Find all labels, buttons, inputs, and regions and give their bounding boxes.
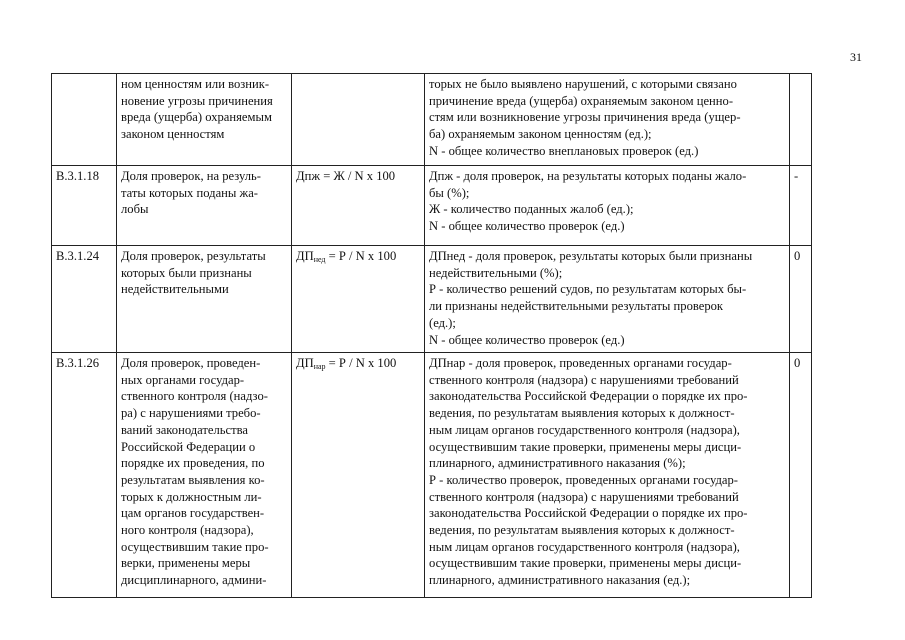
formula-rhs: = Ж / N x 100 [320, 169, 396, 183]
indicator-value: 0 [790, 246, 812, 353]
table-row [52, 74, 812, 166]
indicator-name [117, 166, 292, 246]
description-line: Р - количество проверок, проведенных органами государ- [429, 472, 738, 487]
description-line: законодательства Российской Федерации о порядке их про- [429, 506, 748, 521]
description-line: ственного контроля (надзора) с нарушениями требований [429, 489, 739, 504]
indicator-formula [292, 353, 425, 598]
page-number: 31 [850, 50, 862, 64]
description-line: ДПнед - доля проверок, результаты которых были признаны [429, 249, 753, 263]
formula-subscript: нар [313, 362, 326, 371]
description-line: ли признаны недействительными результаты проверок [429, 299, 724, 314]
indicator-name [117, 246, 292, 353]
indicator-code: В.3.1.18 [52, 166, 117, 246]
description-line: плинарного, административного наказания (%); [429, 456, 686, 471]
indicator-name [117, 74, 292, 166]
indicator-formula [292, 74, 425, 166]
indicator-code: В.3.1.24 [52, 246, 117, 353]
indicator-value: 0 [790, 353, 812, 598]
description-line: Р - количество решений судов, по результатам которых бы- [429, 282, 747, 297]
description-line: N - общее количество проверок (ед.) [429, 219, 625, 234]
formula-lhs: ДП [296, 249, 314, 263]
formula-rhs: = Р / N x 100 [325, 356, 397, 370]
description-line: Дпж - доля проверок, на результаты которых поданы жало- [429, 169, 747, 183]
indicator-description [425, 74, 790, 166]
description-line: законодательства Российской Федерации о порядке их про- [429, 389, 748, 404]
description-line: осуществившим такие проверки, применены меры дисци- [429, 439, 742, 454]
description-line: стям или возникновение угрозы причинения вреда (ущер- [429, 110, 741, 125]
description-line: бы (%); [429, 185, 470, 200]
indicator-code [52, 74, 117, 166]
description-line: ственного контроля (надзора) с нарушениями требований [429, 372, 739, 387]
formula-subscript: нед [313, 255, 326, 264]
table-row [52, 353, 812, 598]
description-line: плинарного, административного наказания (ед.); [429, 573, 691, 588]
description-line: N - общее количество внеплановых проверок (ед.) [429, 143, 699, 158]
formula-lhs: ДП [296, 356, 314, 370]
description-line: N - общее количество проверок (ед.) [429, 332, 625, 347]
indicator-code: В.3.1.26 [52, 353, 117, 598]
indicator-table [51, 73, 812, 598]
description-line: ным лицам органов государственного контроля (надзора), [429, 539, 740, 554]
table-row [52, 246, 812, 353]
description-line: ДПнар - доля проверок, проведенных органами государ- [429, 356, 732, 370]
description-line: ведения, по результатам выявления которых к должност- [429, 523, 735, 538]
description-line: недействительными (%); [429, 265, 563, 280]
indicator-name-text: Доля проверок, на резуль- таты которых поданы жа- лобы [121, 169, 261, 217]
indicator-value: - [790, 166, 812, 246]
description-line: торых не было выявлено нарушений, с которыми связано [429, 77, 737, 91]
indicator-name [117, 353, 292, 598]
indicator-value [790, 74, 812, 166]
table-row [52, 166, 812, 246]
indicator-description [425, 166, 790, 246]
indicator-name-text: ном ценностям или возник- новение угрозы причинения вреда (ущерба) охраняемым законом ценностям [121, 77, 273, 142]
indicator-formula [292, 246, 425, 353]
formula-rhs: = Р / N x 100 [325, 249, 397, 263]
indicator-name-text: Доля проверок, проведен- ных органами государ- ственного контроля (надзо- ра) с нарушениями требо- ваний законодательства Российской Федерации о порядке их проведения, по результатам выявления ко- торых к должностным ли- цам органов государствен- ного контроля (надзора), осуществившим такие про- верки, применены меры дисциплинарного, админи- [121, 356, 269, 588]
description-line: ба) охраняемым законом ценностям (ед.); [429, 127, 652, 142]
description-line: причинение вреда (ущерба) охраняемым законом ценно- [429, 93, 734, 108]
description-line: Ж - количество поданных жалоб (ед.); [429, 202, 634, 217]
description-line: (ед.); [429, 315, 456, 330]
indicator-description [425, 353, 790, 598]
indicator-formula [292, 166, 425, 246]
indicator-description [425, 246, 790, 353]
description-line: ным лицам органов государственного контроля (надзора), [429, 422, 740, 437]
description-line: осуществившим такие проверки, применены меры дисци- [429, 556, 742, 571]
formula-lhs: Дпж [296, 169, 321, 183]
description-line: ведения, по результатам выявления которых к должност- [429, 406, 735, 421]
indicator-name-text: Доля проверок, результаты которых были признаны недействительными [121, 249, 266, 297]
